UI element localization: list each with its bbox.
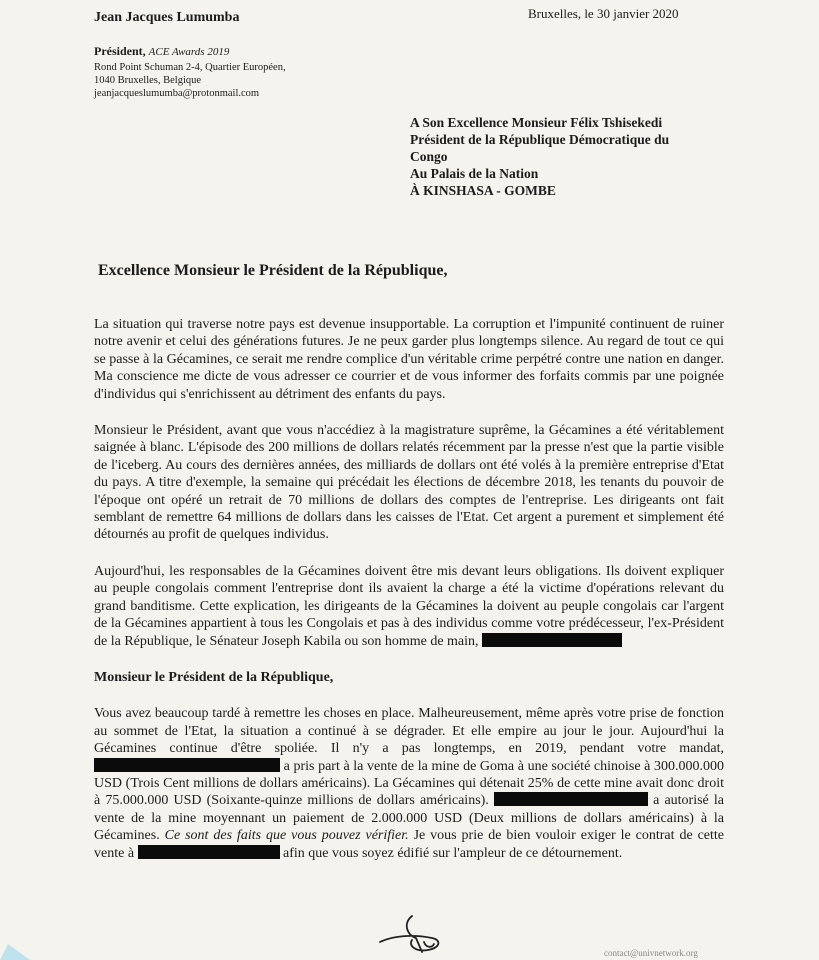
paragraph-text: Vous avez beaucoup tardé à remettre les choses en place. Malheureusement, même après votre prise de fonction au sommet de l'Etat, la situation a continué à se dégrader. Et elle empire au jour le jour. Aujourd'hui la Gécamines continue d'être spoliée. Il n'y a pas longtemps, en 2019, pendant votre mandat, [94,706,724,757]
paragraph-text: afin que vous soyez édifié sur l'ampleur de ce détournement. [283,845,623,861]
sender-address-line: Rond Point Schuman 2-4, Quartier Européen, [94,62,286,73]
paragraph-text: a pris part à la vente de la mine de Goma à une société chinoise à 300.000.000 USD (Trois Cent millions de dollars américains). La Gécamines qui détenait 25% de cette mine avait donc droit à 75.000.000 USD (Soixante-quinze millions de dollars américains). [94,758,724,809]
redaction-bar [138,845,280,859]
section-heading: Monsieur le Président de la République, [94,669,334,685]
salutation: Excellence Monsieur le Président de la République, [98,262,448,279]
footer-contact: contact@univnetwork.org [604,948,698,958]
sender-block [94,10,424,100]
paragraph-text: Je vous prie de bien vouloir exiger le contrat de cette vente à [94,828,725,861]
redaction-bar [482,633,622,647]
recipient-line: Congo [410,149,448,164]
paragraph [94,705,724,862]
recipient-block [410,114,740,199]
recipient-line: À KINSHASA - GOMBE [410,183,556,198]
corner-mark-icon [0,938,36,960]
sender-address-line: 1040 Bruxelles, Belgique [94,75,202,86]
redaction-bar [494,792,648,806]
letter-body [94,316,724,881]
signature-image [372,912,452,958]
sender-email: jeanjacqueslumumba@protonmail.com [94,88,260,99]
letter-date: Bruxelles, le 30 janvier 2020 [528,6,679,21]
redaction-bar [94,758,280,772]
recipient-line: Président de la République Démocratique du [410,132,670,147]
recipient-line: A Son Excellence Monsieur Félix Tshisekedi [410,115,663,130]
emphasis-text: Ce sont des faits que vous pouvez vérifier. [164,828,409,844]
paragraph-text: Aujourd'hui, les responsables de la Gécamines doivent être mis devant leurs obligations. Ils doivent expliquer au peuple congolais comment l'entreprise dont ils avaient la charge a été la victime d'opérations relevant du grand banditisme. Cette explication, les dirigeants de la Gécamines la doivent au peuple congolais car l'argent de la Gécamines appartient à tous les Congolais et pas à des individus comme votre prédécesseur, l'ex-Président de la République, le Sénateur Joseph Kabila ou son homme de main, [94,563,724,649]
recipient-line: Au Palais de la Nation [410,166,539,181]
paragraph-text: a autorisé la vente de la mine moyennant un paiement de 2.000.000 USD (Deux millions de dollars américains) à la Gécamines. [94,793,724,844]
sender-title: Président, [94,44,146,58]
paragraph: Monsieur le Président, avant que vous n'accédiez à la magistrature suprême, la Gécamines a été véritablement saignée à blanc. L'épisode des 200 millions de dollars relatés récemment par la presse n'est que la partie visible de l'iceberg. Au cours des dernières années, des milliards de dollars ont été volés à la première entreprise d'Etat du pays. A titre d'exemple, la semaine qui précédait les élections de décembre 2018, les tenants du pouvoir de l'époque ont opéré un retrait de 70 millions de dollars des comptes de l'entreprise. Les dirigeants ont fait semblant de remettre 64 millions de dollars dans les caisses de l'Etat. Cet argent a purement et simplement été détournés au profit de quelques individus. [94,423,724,543]
sender-award: ACE Awards 2019 [148,46,230,58]
paragraph [94,563,724,650]
paragraph: La situation qui traverse notre pays est devenue insupportable. La corruption et l'impunité continuent de ruiner notre avenir et celui des générations futures. Je ne peux garder plus longtemps silence. Au regard de tout ce qui se passe à la Gécamines, ce serait me rendre complice d'un véritable crime perpétré contre une nation en danger. Ma conscience me dicte de vous adresser ce courrier et de vous informer des forfaits commis par une poignée d'individus qui s'enrichissent au détriment des enfants du pays. [94,317,724,402]
sender-name: Jean Jacques Lumumba [94,10,240,25]
sender-role [94,44,424,59]
